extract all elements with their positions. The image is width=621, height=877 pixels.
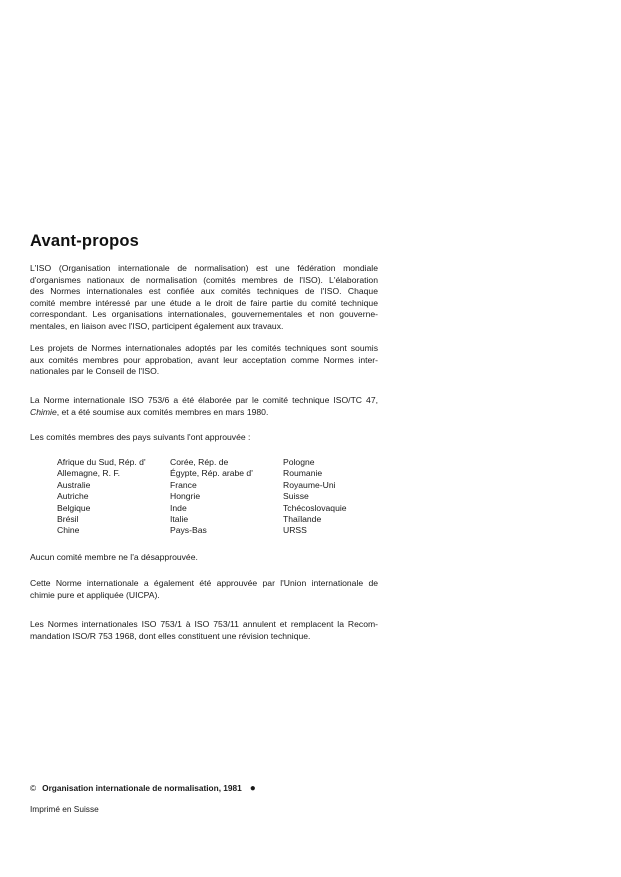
text-line: correspondant. Les organisations internationales, gouvernementales et non gouverne- (30, 309, 378, 320)
country-item: Pays-Bas (170, 525, 207, 536)
text-fragment: , et a été soumise aux comités membres en mars 1980. (56, 406, 269, 417)
paragraph-iupac-approval (30, 578, 378, 601)
text-line: nationales par le Conseil de l'ISO. (30, 366, 160, 377)
text-line: des Normes internationales est confiée aux comités techniques de l'ISO. Chaque (30, 286, 378, 297)
country-item: France (170, 479, 197, 490)
country-item: Tchécoslovaquie (283, 502, 347, 513)
copyright-text: Organisation internationale de normalisation, 1981 (42, 783, 242, 793)
countries-column-2 (170, 457, 283, 537)
country-item: Thaïlande (283, 514, 322, 525)
paragraph-disapproval (30, 552, 378, 564)
countries-column-3 (283, 457, 413, 537)
paragraph-foreword-intro (30, 263, 378, 333)
country-item: Brésil (57, 514, 79, 525)
text-line: chimie pure et appliquée (UICPA). (30, 589, 160, 600)
text-line: mentales, en liaison avec l'ISO, participent également aux travaux. (30, 320, 284, 331)
paragraph-revision (30, 619, 378, 642)
approving-countries-list (57, 457, 413, 537)
country-item: Allemagne, R. F. (57, 468, 121, 479)
text-line: Aucun comité membre ne l'a désapprouvée. (30, 552, 198, 562)
country-item: Égypte, Rép. arabe d' (170, 468, 253, 479)
country-item: Belgique (57, 502, 91, 513)
text-line: mandation ISO/R 753 1968, dont elles constituent une révision technique. (30, 630, 311, 641)
text-line: d'organismes nationaux de normalisation (comités membres de l'ISO). L'élaboration (30, 274, 378, 285)
printed-in: Imprimé en Suisse (30, 804, 99, 814)
text-line: Les Normes internationales ISO 753/1 à ISO 753/11 annulent et remplacent la Recom- (30, 619, 378, 629)
committee-name: Chimie (30, 406, 57, 417)
country-item: Inde (170, 502, 187, 513)
text-line: Les comités membres des pays suivants l'ont approuvée : (30, 432, 251, 442)
country-item: Hongrie (170, 491, 201, 502)
country-item: URSS (283, 525, 307, 536)
country-item: Afrique du Sud, Rép. d' (57, 457, 146, 467)
country-item: Australie (57, 479, 91, 490)
text-line: Les projets de Normes internationales adoptés par les comités techniques sont soumis (30, 343, 378, 353)
country-item: Italie (170, 514, 189, 525)
country-item: Autriche (57, 491, 89, 502)
text-line (30, 407, 378, 419)
page-title: Avant-propos (30, 232, 140, 250)
country-item: Roumanie (283, 468, 323, 479)
text-line: aux comités membres pour approbation, avant leur acceptation comme Normes inter- (30, 354, 378, 365)
paragraph-standard-origin (30, 395, 378, 418)
bullet-icon: ● (249, 783, 256, 794)
country-item: Corée, Rép. de (170, 457, 229, 467)
text-line: comité membre intéressé par une étude a le droit de faire partie du comité technique (30, 297, 378, 308)
text-line: L'ISO (Organisation internationale de normalisation) est une fédération mondiale (30, 263, 378, 273)
paragraph-adoption (30, 343, 378, 378)
copyright-icon: © (30, 783, 37, 793)
countries-column-1 (57, 457, 170, 537)
copyright-line (30, 783, 256, 794)
country-item: Pologne (283, 457, 315, 467)
country-item: Suisse (283, 491, 309, 502)
paragraph-approval-intro (30, 432, 378, 444)
country-item: Chine (57, 525, 80, 536)
text-line: Cette Norme internationale a également été approuvée par l'Union internationale de (30, 578, 378, 588)
country-item: Royaume-Uni (283, 479, 336, 490)
text-line: La Norme internationale ISO 753/6 a été élaborée par le comité technique ISO/TC 47, (30, 395, 378, 405)
